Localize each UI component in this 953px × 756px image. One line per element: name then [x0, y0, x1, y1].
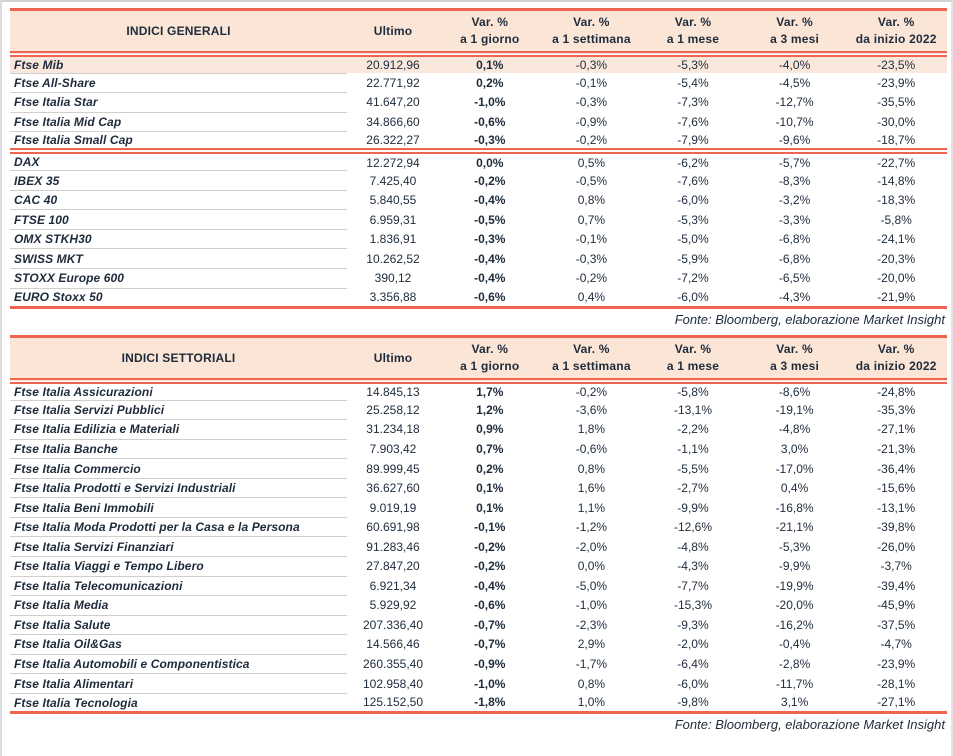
index-name: STOXX Europe 600: [10, 269, 347, 289]
var-value: -23,5%: [845, 54, 947, 74]
var-value: -0,2%: [474, 173, 506, 188]
index-name: Ftse Italia Star: [10, 93, 347, 113]
var-value: -9,3%: [677, 617, 709, 632]
var-value: -4,8%: [677, 539, 709, 554]
table-row: [10, 576, 947, 596]
var-value: -7,2%: [677, 271, 709, 286]
var-value: -20,3%: [877, 251, 916, 266]
ultimo-value: 12.272,94: [347, 151, 439, 171]
ultimo-value: 14.845,13: [366, 384, 420, 399]
index-name: Ftse Italia Beni Immobili: [10, 498, 347, 518]
var-value: -0,4%: [474, 251, 506, 266]
var-value: -12,7%: [775, 95, 814, 110]
var-header-line2: da inizio 2022: [855, 31, 937, 46]
var-value: -2,0%: [677, 637, 709, 652]
var-value: -18,3%: [877, 193, 916, 208]
var-value: 0,7%: [577, 212, 606, 227]
var-value: -0,7%: [474, 637, 506, 652]
var-column-header: [541, 10, 643, 54]
var-header-line1: Var. %: [776, 341, 813, 356]
var-value: 0,2%: [476, 75, 504, 90]
var-value: -7,7%: [677, 578, 709, 593]
table-title: INDICI SETTORIALI: [10, 337, 347, 381]
table-row: [10, 249, 947, 269]
var-column-header: [439, 337, 541, 381]
ultimo-value: 41.647,20: [366, 95, 420, 110]
var-value: -4,5%: [778, 75, 811, 90]
var-value: 1,2%: [476, 402, 504, 417]
var-value: -0,3%: [474, 132, 506, 147]
var-column-header: [439, 10, 541, 54]
ultimo-value: 34.866,60: [366, 114, 420, 129]
var-value: -0,6%: [474, 598, 506, 613]
var-value: 1,1%: [577, 500, 606, 515]
index-name: Ftse Italia Commercio: [10, 459, 347, 479]
var-value: -0,4%: [474, 193, 506, 208]
var-value: -5,3%: [677, 212, 709, 227]
indici-settoriali-table: [10, 335, 947, 714]
index-name: Ftse Italia Oil&Gas: [10, 635, 347, 655]
var-value: -2,2%: [677, 422, 709, 437]
table-row: [10, 615, 947, 635]
ultimo-value: 14.566,46: [366, 637, 420, 652]
var-value: -4,0%: [744, 54, 846, 74]
var-value: -4,8%: [778, 422, 811, 437]
var-value: -16,8%: [775, 500, 814, 515]
var-column-header: [845, 10, 947, 54]
var-value: -5,4%: [677, 75, 709, 90]
ultimo-value: 89.999,45: [366, 461, 420, 476]
index-name: Ftse Italia Prodotti e Servizi Industriali: [10, 478, 347, 498]
var-value: -8,6%: [778, 384, 811, 399]
var-value: -0,6%: [474, 114, 506, 129]
var-value: -3,6%: [575, 402, 608, 417]
var-value: -0,4%: [778, 637, 811, 652]
index-name: Ftse Mib: [10, 54, 347, 74]
var-header-line2: a 1 mese: [666, 31, 720, 46]
var-value: -15,3%: [673, 598, 712, 613]
table-header: [10, 10, 947, 54]
var-value: 0,4%: [780, 481, 809, 496]
var-value: -0,7%: [474, 617, 506, 632]
var-value: -9,9%: [677, 500, 709, 515]
table-row: [10, 400, 947, 420]
var-value: -39,8%: [877, 520, 916, 535]
var-header-line1: Var. %: [573, 341, 610, 356]
ultimo-value: 6.959,31: [369, 212, 417, 227]
var-value: -0,1%: [474, 520, 506, 535]
var-column-header: [744, 337, 846, 381]
var-value: -23,9%: [877, 75, 916, 90]
ultimo-value: 7.903,42: [369, 442, 417, 457]
var-value: -0,3%: [541, 54, 643, 74]
var-value: -14,8%: [877, 173, 916, 188]
index-name: Ftse Italia Viaggi e Tempo Libero: [10, 557, 347, 577]
ultimo-value: 36.627,60: [366, 481, 420, 496]
var-column-header: [642, 10, 744, 54]
var-value: -1,2%: [575, 520, 608, 535]
var-value: 0,5%: [541, 151, 643, 171]
var-header-line2: a 3 mesi: [770, 358, 820, 373]
var-value: -0,3%: [575, 95, 608, 110]
index-name: Ftse Italia Salute: [10, 615, 347, 635]
var-value: -36,4%: [877, 461, 916, 476]
var-value: -27,1%: [845, 693, 947, 713]
var-value: -15,6%: [877, 481, 916, 496]
var-value: -1,0%: [575, 598, 608, 613]
var-value: -7,6%: [677, 173, 709, 188]
ultimo-value: 26.322,27: [366, 132, 420, 147]
var-value: -2,3%: [575, 617, 608, 632]
var-value: -3,7%: [880, 559, 912, 574]
var-value: 0,7%: [476, 442, 504, 457]
var-value: -5,0%: [677, 232, 709, 247]
var-header-line2: a 1 giorno: [460, 358, 520, 373]
index-name: Ftse Italia Moda Prodotti per la Casa e la Persona: [10, 517, 347, 537]
var-value: -18,7%: [877, 132, 916, 147]
report-page: [2, 2, 951, 738]
var-value: -20,0%: [877, 271, 916, 286]
index-name: Ftse Italia Tecnologia: [10, 693, 347, 713]
var-header-line2: a 1 giorno: [460, 31, 520, 46]
table-row: [10, 674, 947, 694]
var-value: 1,0%: [541, 693, 643, 713]
var-value: -5,3%: [642, 54, 744, 74]
var-value: -19,1%: [775, 402, 814, 417]
var-value: -26,0%: [877, 539, 916, 554]
var-value: -5,0%: [575, 578, 608, 593]
var-value: 0,0%: [439, 151, 541, 171]
var-value: -28,1%: [877, 676, 916, 691]
var-value: -2,0%: [575, 539, 608, 554]
var-value: 0,1%: [439, 54, 541, 74]
var-value: -7,9%: [677, 132, 709, 147]
var-value: -0,3%: [474, 232, 506, 247]
table-row: [10, 288, 947, 308]
var-value: -21,3%: [877, 442, 916, 457]
var-header-line1: Var. %: [471, 14, 509, 29]
table-row: [10, 54, 947, 74]
index-name: Ftse Italia Telecomunicazioni: [10, 576, 347, 596]
index-name: Ftse Italia Servizi Finanziari: [10, 537, 347, 557]
var-value: -35,5%: [877, 95, 916, 110]
ultimo-value: 102.958,40: [362, 676, 424, 691]
index-name: Ftse Italia Media: [10, 596, 347, 616]
var-value: -5,9%: [677, 251, 709, 266]
index-name: SWISS MKT: [10, 249, 347, 269]
ultimo-value: 260.355,40: [362, 657, 424, 672]
index-name: Ftse Italia Automobili e Componentistica: [10, 654, 347, 674]
table-row: [10, 381, 947, 401]
table-row: [10, 190, 947, 210]
var-value: -24,8%: [877, 384, 916, 399]
var-value: 0,1%: [476, 500, 504, 515]
var-value: -8,3%: [778, 173, 811, 188]
var-value: -2,7%: [677, 481, 709, 496]
var-value: -30,0%: [877, 114, 916, 129]
var-header-line1: Var. %: [877, 341, 915, 356]
table-row: [10, 635, 947, 655]
ultimo-value: 390,12: [374, 271, 412, 286]
index-name: Ftse Italia Banche: [10, 439, 347, 459]
var-value: -12,6%: [673, 520, 712, 535]
var-value: -1,7%: [575, 657, 608, 672]
var-value: -1,1%: [677, 442, 709, 457]
var-value: -5,3%: [778, 539, 811, 554]
ultimo-value: 9.019,19: [369, 500, 417, 515]
indici-generali-table: [10, 8, 947, 309]
table-header: [10, 337, 947, 381]
table-row: [10, 654, 947, 674]
header-row: [10, 10, 947, 54]
var-header-line2: da inizio 2022: [855, 358, 937, 373]
var-header-line2: a 1 mese: [666, 358, 720, 373]
table-row: [10, 93, 947, 113]
table-row: [10, 112, 947, 132]
ultimo-value: 10.262,52: [366, 251, 420, 266]
var-value: -1,0%: [474, 95, 506, 110]
var-header-line2: a 1 settimana: [552, 358, 631, 373]
ultimo-value: 125.152,50: [347, 693, 439, 713]
source-note: Fonte: Bloomberg, elaborazione Market Insight: [674, 312, 945, 328]
index-name: Ftse Italia Servizi Pubblici: [10, 400, 347, 420]
var-header-line1: Var. %: [471, 341, 509, 356]
header-row: [10, 337, 947, 381]
var-value: -4,3%: [744, 288, 846, 308]
var-value: -3,3%: [778, 212, 811, 227]
indici-generali-section: [10, 8, 943, 333]
ultimo-value: 5.840,55: [369, 193, 417, 208]
var-value: 1,6%: [577, 481, 606, 496]
index-name: OMX STKH30: [10, 229, 347, 249]
table-row: [10, 557, 947, 577]
var-value: -3,2%: [778, 193, 811, 208]
table-row: [10, 210, 947, 230]
var-value: -6,8%: [778, 251, 811, 266]
var-value: 2,9%: [577, 637, 606, 652]
var-value: -6,0%: [677, 676, 709, 691]
ultimo-value: 6.921,34: [369, 578, 417, 593]
var-value: -2,8%: [778, 657, 811, 672]
var-value: -4,7%: [880, 637, 912, 652]
var-header-line1: Var. %: [573, 14, 610, 29]
index-name: Ftse Italia Edilizia e Materiali: [10, 420, 347, 440]
ultimo-value: 27.847,20: [366, 559, 420, 574]
table-row: [10, 459, 947, 479]
table-title: INDICI GENERALI: [10, 10, 347, 54]
var-value: -0,1%: [575, 75, 608, 90]
var-value: -0,1%: [575, 232, 608, 247]
ultimo-value: 7.425,40: [369, 173, 417, 188]
var-value: -0,2%: [474, 539, 506, 554]
var-value: -0,4%: [474, 578, 506, 593]
ultimo-column-header: Ultimo: [347, 337, 439, 381]
ultimo-value: 31.234,18: [366, 422, 420, 437]
var-value: -37,5%: [877, 617, 916, 632]
var-value: -0,6%: [575, 442, 608, 457]
table-row: [10, 596, 947, 616]
index-name: Ftse All-Share: [10, 73, 347, 93]
var-value: 3,1%: [744, 693, 846, 713]
table-row: [10, 420, 947, 440]
index-name: Ftse Italia Alimentari: [10, 674, 347, 694]
var-value: 0,9%: [476, 422, 504, 437]
var-value: -0,2%: [474, 559, 506, 574]
var-value: -0,9%: [575, 114, 608, 129]
ultimo-value: 3.356,88: [347, 288, 439, 308]
var-header-line1: Var. %: [674, 14, 712, 29]
table-row: [10, 171, 947, 191]
table-row: [10, 478, 947, 498]
var-value: 0,8%: [577, 676, 606, 691]
var-value: 0,8%: [577, 461, 606, 476]
var-value: 0,8%: [577, 193, 606, 208]
var-value: -23,9%: [877, 657, 916, 672]
table-row: [10, 151, 947, 171]
var-value: -5,7%: [744, 151, 846, 171]
table-row: [10, 537, 947, 557]
var-value: -22,7%: [845, 151, 947, 171]
index-name: DAX: [10, 151, 347, 171]
index-name: EURO Stoxx 50: [10, 288, 347, 308]
var-value: 3,0%: [780, 442, 809, 457]
var-value: -13,1%: [877, 500, 916, 515]
table-row: [10, 693, 947, 713]
var-value: -6,4%: [677, 657, 709, 672]
var-value: -27,1%: [877, 422, 916, 437]
table-row: [10, 269, 947, 289]
var-value: -6,0%: [642, 288, 744, 308]
table-row: [10, 229, 947, 249]
table-body: [10, 381, 947, 713]
var-header-line1: Var. %: [674, 341, 712, 356]
var-value: -1,8%: [439, 693, 541, 713]
var-value: -6,0%: [677, 193, 709, 208]
var-value: -0,5%: [474, 212, 506, 227]
var-value: -39,4%: [877, 578, 916, 593]
var-value: 0,1%: [476, 481, 504, 496]
var-value: -7,6%: [677, 114, 709, 129]
var-value: 0,0%: [577, 559, 606, 574]
var-header-line1: Var. %: [877, 14, 915, 29]
var-value: -0,9%: [474, 657, 506, 672]
source-note: Fonte: Bloomberg, elaborazione Market Insight: [674, 717, 945, 733]
var-value: -0,2%: [575, 271, 608, 286]
var-value: -9,9%: [778, 559, 811, 574]
table-row: [10, 498, 947, 518]
var-value: -0,2%: [575, 384, 608, 399]
table-row: [10, 517, 947, 537]
var-value: -6,2%: [642, 151, 744, 171]
ultimo-value: 207.336,40: [362, 617, 424, 632]
index-name: IBEX 35: [10, 171, 347, 191]
var-value: -0,5%: [575, 173, 608, 188]
ultimo-value: 5.929,92: [369, 598, 417, 613]
var-value: -10,7%: [775, 114, 814, 129]
index-name: Ftse Italia Mid Cap: [10, 112, 347, 132]
var-column-header: [541, 337, 643, 381]
table-body: [10, 54, 947, 308]
table-row: [10, 132, 947, 152]
var-value: -4,3%: [677, 559, 709, 574]
table-row: [10, 439, 947, 459]
var-value: -6,5%: [778, 271, 811, 286]
index-name: Ftse Italia Assicurazioni: [10, 381, 347, 401]
var-value: -24,1%: [877, 232, 916, 247]
var-header-line1: Var. %: [776, 14, 813, 29]
var-value: -13,1%: [673, 402, 712, 417]
ultimo-column-header: Ultimo: [347, 10, 439, 54]
var-value: -5,5%: [677, 461, 709, 476]
table-row: [10, 73, 947, 93]
index-name: CAC 40: [10, 190, 347, 210]
var-value: -9,8%: [642, 693, 744, 713]
index-name: Ftse Italia Small Cap: [10, 132, 347, 152]
var-header-line2: a 3 mesi: [770, 31, 820, 46]
var-value: -0,6%: [439, 288, 541, 308]
ultimo-value: 22.771,92: [366, 75, 420, 90]
var-value: -0,4%: [474, 271, 506, 286]
var-value: 1,8%: [577, 422, 606, 437]
var-value: -35,3%: [877, 402, 916, 417]
var-value: -0,3%: [575, 251, 608, 266]
var-value: -11,7%: [776, 676, 814, 691]
ultimo-value: 25.258,12: [366, 402, 420, 417]
index-name: FTSE 100: [10, 210, 347, 230]
var-header-line2: a 1 settimana: [552, 31, 631, 46]
indici-settoriali-section: [10, 335, 943, 738]
ultimo-value: 91.283,46: [366, 539, 420, 554]
var-value: -21,9%: [845, 288, 947, 308]
var-value: -0,2%: [575, 132, 608, 147]
var-value: -45,9%: [877, 598, 916, 613]
var-value: -9,6%: [778, 132, 811, 147]
var-column-header: [744, 10, 846, 54]
var-column-header: [845, 337, 947, 381]
var-value: -1,0%: [474, 676, 506, 691]
ultimo-value: 60.691,98: [366, 520, 420, 535]
ultimo-value: 20.912,96: [347, 54, 439, 74]
var-value: -16,2%: [775, 617, 814, 632]
var-value: 0,2%: [476, 461, 504, 476]
var-value: -20,0%: [775, 598, 814, 613]
var-value: -19,9%: [775, 578, 814, 593]
var-value: -7,3%: [677, 95, 709, 110]
var-value: -5,8%: [677, 384, 709, 399]
var-value: -6,8%: [778, 232, 811, 247]
var-value: -21,1%: [775, 520, 814, 535]
var-value: 1,7%: [476, 384, 504, 399]
ultimo-value: 1.836,91: [369, 232, 417, 247]
var-value: 0,4%: [541, 288, 643, 308]
var-value: -17,0%: [775, 461, 814, 476]
var-value: -5,8%: [880, 212, 912, 227]
var-column-header: [642, 337, 744, 381]
